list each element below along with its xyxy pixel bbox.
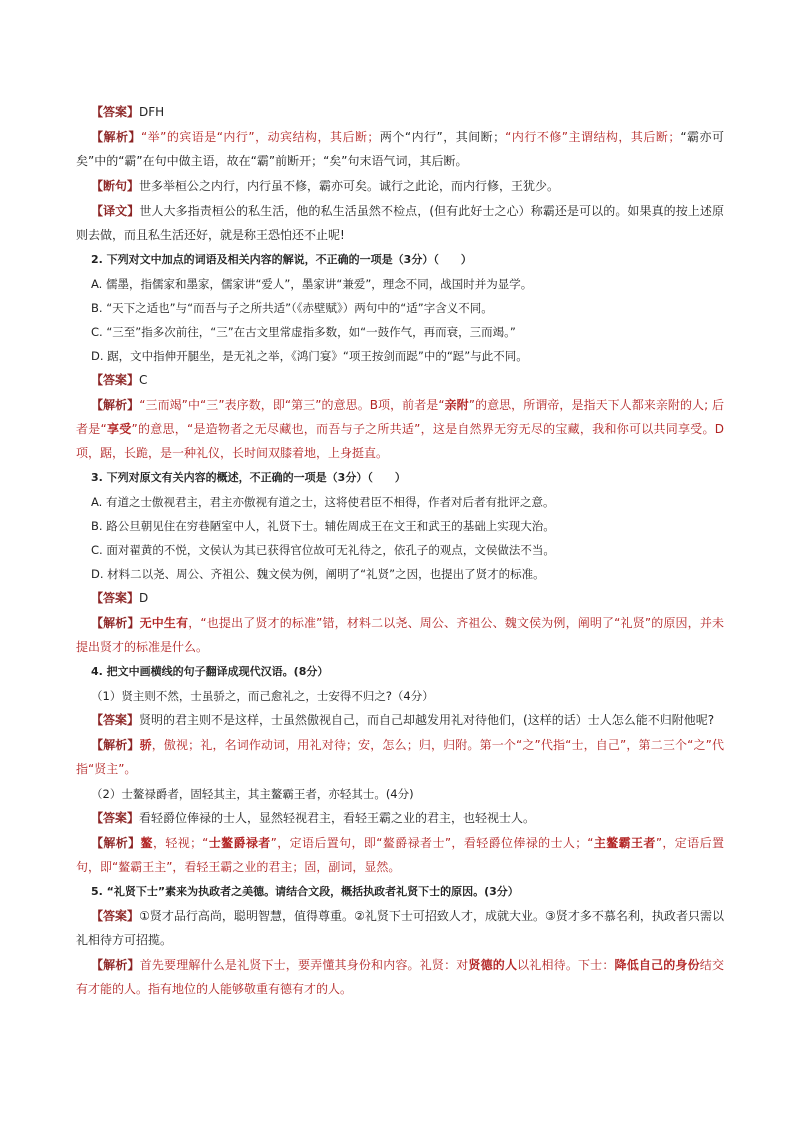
answer-label: 【答案】 [91,909,140,923]
analysis-label: 【解析】 [91,836,141,850]
document-content [76,100,724,1002]
answer-value: C [139,373,148,387]
answer-label: 【答案】 [91,811,140,825]
text-segment: ，“也提出了贤才的标准”错，材料二以尧、周公、齐祖公、魏文侯为例，阐明了“礼贤”的原因，并未提出贤才的标准是什么。 [76,616,724,654]
question-3-stem: 3. 下列对原文有关内容的概述，不正确的一项是（3分）（ ） [91,471,406,484]
answer-label: 【答案】 [91,591,140,605]
analysis-text [76,836,724,874]
text-segment: “内行不修”主谓结构，其后断； [505,130,681,144]
answer-value: 贤明的君主则不是这样，士虽然傲视自己，而自己却越发用礼对待他们，(这样的话）士人怎么能不归附他呢? [139,713,715,727]
analysis-label: 【解析】 [91,616,140,630]
question-4-sub2-stem: （2）士鳌禄爵者，固轻其主，其主鳌霸王者，亦轻其士。(4分) [91,787,414,801]
answer-label: 【答案】 [91,373,140,387]
answer-line-1 [76,100,724,124]
analysis-label: 【解析】 [91,398,140,412]
duanju-text: 世多举桓公之内行，内行虽不修，霸亦可矣。诚行之此论，而内行修，王犹少。 [139,179,560,193]
answer-value: DFH [139,105,165,119]
text-segment: ”，定语后置句，即“鳌爵禄者士”，看轻爵位俸禄的士人；“ [270,836,594,850]
text-segment: 降低自己的身份 [614,958,700,972]
text-segment: “举”的宾语是“内行”，动宾结构，其后断； [140,130,380,144]
yiwen-text: 世人大多指责桓公的私生活，他的私生活虽然不检点，(但有此好士之心）称霸还是可以的。如果真的按上述原则去做，而且私生活还好，就是称王恐怕还不止呢! [76,204,724,242]
answer-label: 【答案】 [91,713,140,727]
analysis-label: 【解析】 [91,130,141,144]
question-4-stem: 4. 把文中画横线的句子翻译成现代汉语。(8分） [91,665,329,678]
text-segment: 贤德的人 [468,958,518,972]
analysis-text [76,738,724,776]
question-2-option-a: A. 儒墨，指儒家和墨家，儒家讲“爱人”，墨家讲“兼爱”，理念不同，战国时并为显学。 [91,277,533,291]
analysis-4-2 [76,831,724,879]
yiwen-label: 【译文】 [91,204,140,218]
text-segment: ”的意思，所谓帝，是指天下人都来亲附的人; 后者是“ [76,398,724,436]
text-segment: ”，定语后置句，即“鳌霸王主”，看轻王霸之业的君主；固，副词，显然。 [76,836,724,874]
answer-line-4-2 [76,806,724,830]
text-segment: 以礼相待。下士： [517,958,615,972]
duanju-line [76,174,724,198]
question-3-option-d: D. 材料二以尧、周公、齐祖公、魏文侯为例，阐明了“礼贤”之因，也提出了贤才的标准。 [91,567,545,581]
text-segment: 享受 [106,422,132,436]
text-segment: 两个“内行”，其间断； [379,130,506,144]
text-segment: “三而竭”中“三”表序数，即“第三”的意思。B项，前者是“ [139,398,445,412]
question-2-stem: 2. 下列对文中加点的词语及相关内容的解说，不正确的一项是（3分）（ ） [91,253,472,266]
text-segment: 首先要理解什么是礼贤下士，要弄懂其身份和内容。礼贤：对 [139,958,469,972]
analysis-text [76,398,724,460]
analysis-label: 【解析】 [91,738,140,752]
text-segment: 结交有才能的人。指有地位的人能够敬重有德有才的人。 [76,958,724,996]
duanju-label: 【断句】 [91,179,140,193]
text-segment: 骄 [139,738,152,752]
answer-line-4-1 [76,708,724,732]
question-5-stem: 5. “礼贤下士”素来为执政者之美德。请结合文段，概括执政者礼贤下士的原因。(3分） [91,885,519,898]
text-segment: 士鳌爵禄者 [208,836,271,850]
answer-label: 【答案】 [91,105,140,119]
analysis-text [76,616,724,654]
question-4-sub1-stem: （1）贤主则不然，士虽骄之，而己愈礼之，士安得不归之?（4分） [91,689,434,703]
answer-value: D [139,591,149,605]
question-2-option-d: D. 踞，文中指伸开腿坐，是无礼之举，《鸿门宴》“项王按剑而跽”中的“跽”与此不同。 [91,349,528,363]
text-segment: “霸亦可矣”中的“霸”在句中做主语，故在“霸”前断开；“矣”句末语气词，其后断。 [76,130,725,168]
analysis-3 [76,611,724,659]
answer-value: ①贤才品行高尚，聪明智慧，值得尊重。②礼贤下士可招致人才，成就大业。③贤才多不慕名利，执政者只需以礼相待方可招揽。 [76,909,724,947]
question-2-option-c: C. “三至”指多次前往，“三”在古文里常虚指多数，如“一鼓作气，再而衰，三而竭。” [91,325,516,339]
analysis-text [76,130,724,168]
analysis-4-1 [76,733,724,781]
text-segment: 亲附 [444,398,469,412]
analysis-text [76,958,724,996]
answer-line-3 [76,586,724,610]
yiwen-line [76,199,724,247]
analysis-2 [76,393,724,465]
text-segment: 鳌 [140,836,153,850]
answer-line-5 [76,904,724,952]
text-segment: 无中生有 [139,616,189,630]
question-3-option-b: B. 路公旦朝见住在穷巷陋室中人，礼贤下士。辅佐周成王在文王和武王的基础上实现大治。 [91,519,555,533]
question-2-option-b: B. “天下之适也”与“而吾与子之所共适”（《赤壁赋》）两句中的“适”字含义不同。 [91,301,493,315]
question-3-option-c: C. 面对翟黄的不悦，文侯认为其已获得官位故可无礼待之，依孔子的观点，文侯做法不当。 [91,543,555,557]
analysis-5 [76,953,724,1001]
analysis-label: 【解析】 [91,958,140,972]
text-segment: ，傲视；礼，名词作动词，用礼对待；安，怎么；归，归附。第一个“之”代指“士，自己”，第二三个“之”代指“贤主”。 [76,738,724,776]
question-3-option-a: A. 有道之士傲视君主，君主亦傲视有道之士，这将使君臣不相得，作者对后者有批评之意。 [91,495,555,509]
text-segment: ，轻视；“ [152,836,209,850]
text-segment: 主鳌霸王者 [593,836,656,850]
answer-value: 看轻爵位俸禄的士人，显然轻视君主，看轻王霸之业的君主，也轻视士人。 [139,811,536,825]
text-segment: ”的意思，“是造物者之无尽藏也，而吾与子之所共适”， [131,422,433,436]
text-segment: 这是自然界无穷无尽的宝藏，我和你可以共同享受。D项，踞，长跪，是一种礼仪，长时间双膝着地，上身挺直。 [76,422,724,460]
answer-line-2 [76,368,724,392]
analysis-1 [76,125,724,173]
